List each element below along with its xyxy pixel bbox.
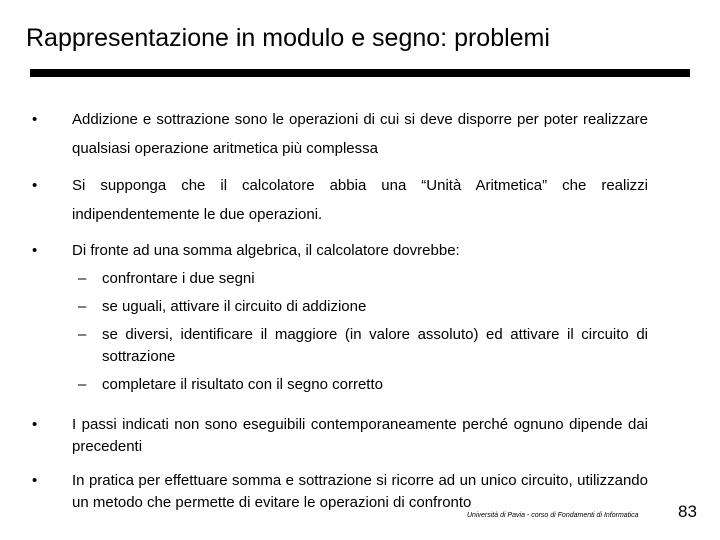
slide-title: Rappresentazione in modulo e segno: problemi: [26, 24, 550, 52]
bullet-item: [30, 470, 648, 514]
bullet-item: [30, 105, 648, 163]
bullet-mark: •: [32, 177, 38, 194]
dash-mark: –: [78, 298, 87, 315]
bullet-text: In pratica per effettuare somma e sottrazione si ricorre ad un unico circuito, utilizzando un metodo che permette di evitare le operazioni di confronto: [72, 472, 648, 511]
bullet-mark: •: [32, 242, 38, 259]
bullet-mark: •: [32, 111, 38, 128]
bullet-text: Di fronte ad una somma algebrica, il calcolatore dovrebbe:: [72, 242, 460, 259]
bullet-mark: •: [32, 416, 38, 433]
dash-mark: –: [78, 376, 87, 393]
sub-item: [30, 374, 648, 396]
bullet-mark: •: [32, 472, 38, 489]
sub-item-text: completare il risultato con il segno corretto: [102, 376, 383, 393]
bullet-item: [30, 240, 648, 262]
sub-item: [30, 324, 648, 368]
dash-mark: –: [78, 270, 87, 287]
bullet-item: [30, 171, 648, 229]
sub-item: [30, 296, 648, 318]
bullet-text: Si supponga che il calcolatore abbia una “Unità Aritmetica” che realizzi indipendentemente le due operazioni.: [72, 177, 648, 223]
bullet-text: I passi indicati non sono eseguibili contemporaneamente perché ognuno dipende dai precedenti: [72, 416, 648, 455]
bullet-item: [30, 414, 648, 458]
dash-mark: –: [78, 326, 87, 343]
sub-item-text: confrontare i due segni: [102, 270, 255, 287]
title-divider: [30, 69, 690, 77]
bullet-text: Addizione e sottrazione sono le operazioni di cui si deve disporre per poter realizzare qualsiasi operazione aritmetica più complessa: [72, 111, 648, 157]
sub-item-text: se uguali, attivare il circuito di addizione: [102, 298, 367, 315]
sub-item: [30, 268, 648, 290]
sub-item-text: se diversi, identificare il maggiore (in valore assoluto) ed attivare il circuito di sottrazione: [102, 326, 648, 365]
slide-content: [30, 105, 648, 514]
slide-footer: Università di Pavia - corso di Fondamenti di Informatica: [467, 512, 639, 519]
page-number: 83: [678, 502, 697, 521]
sub-list: [30, 268, 648, 396]
